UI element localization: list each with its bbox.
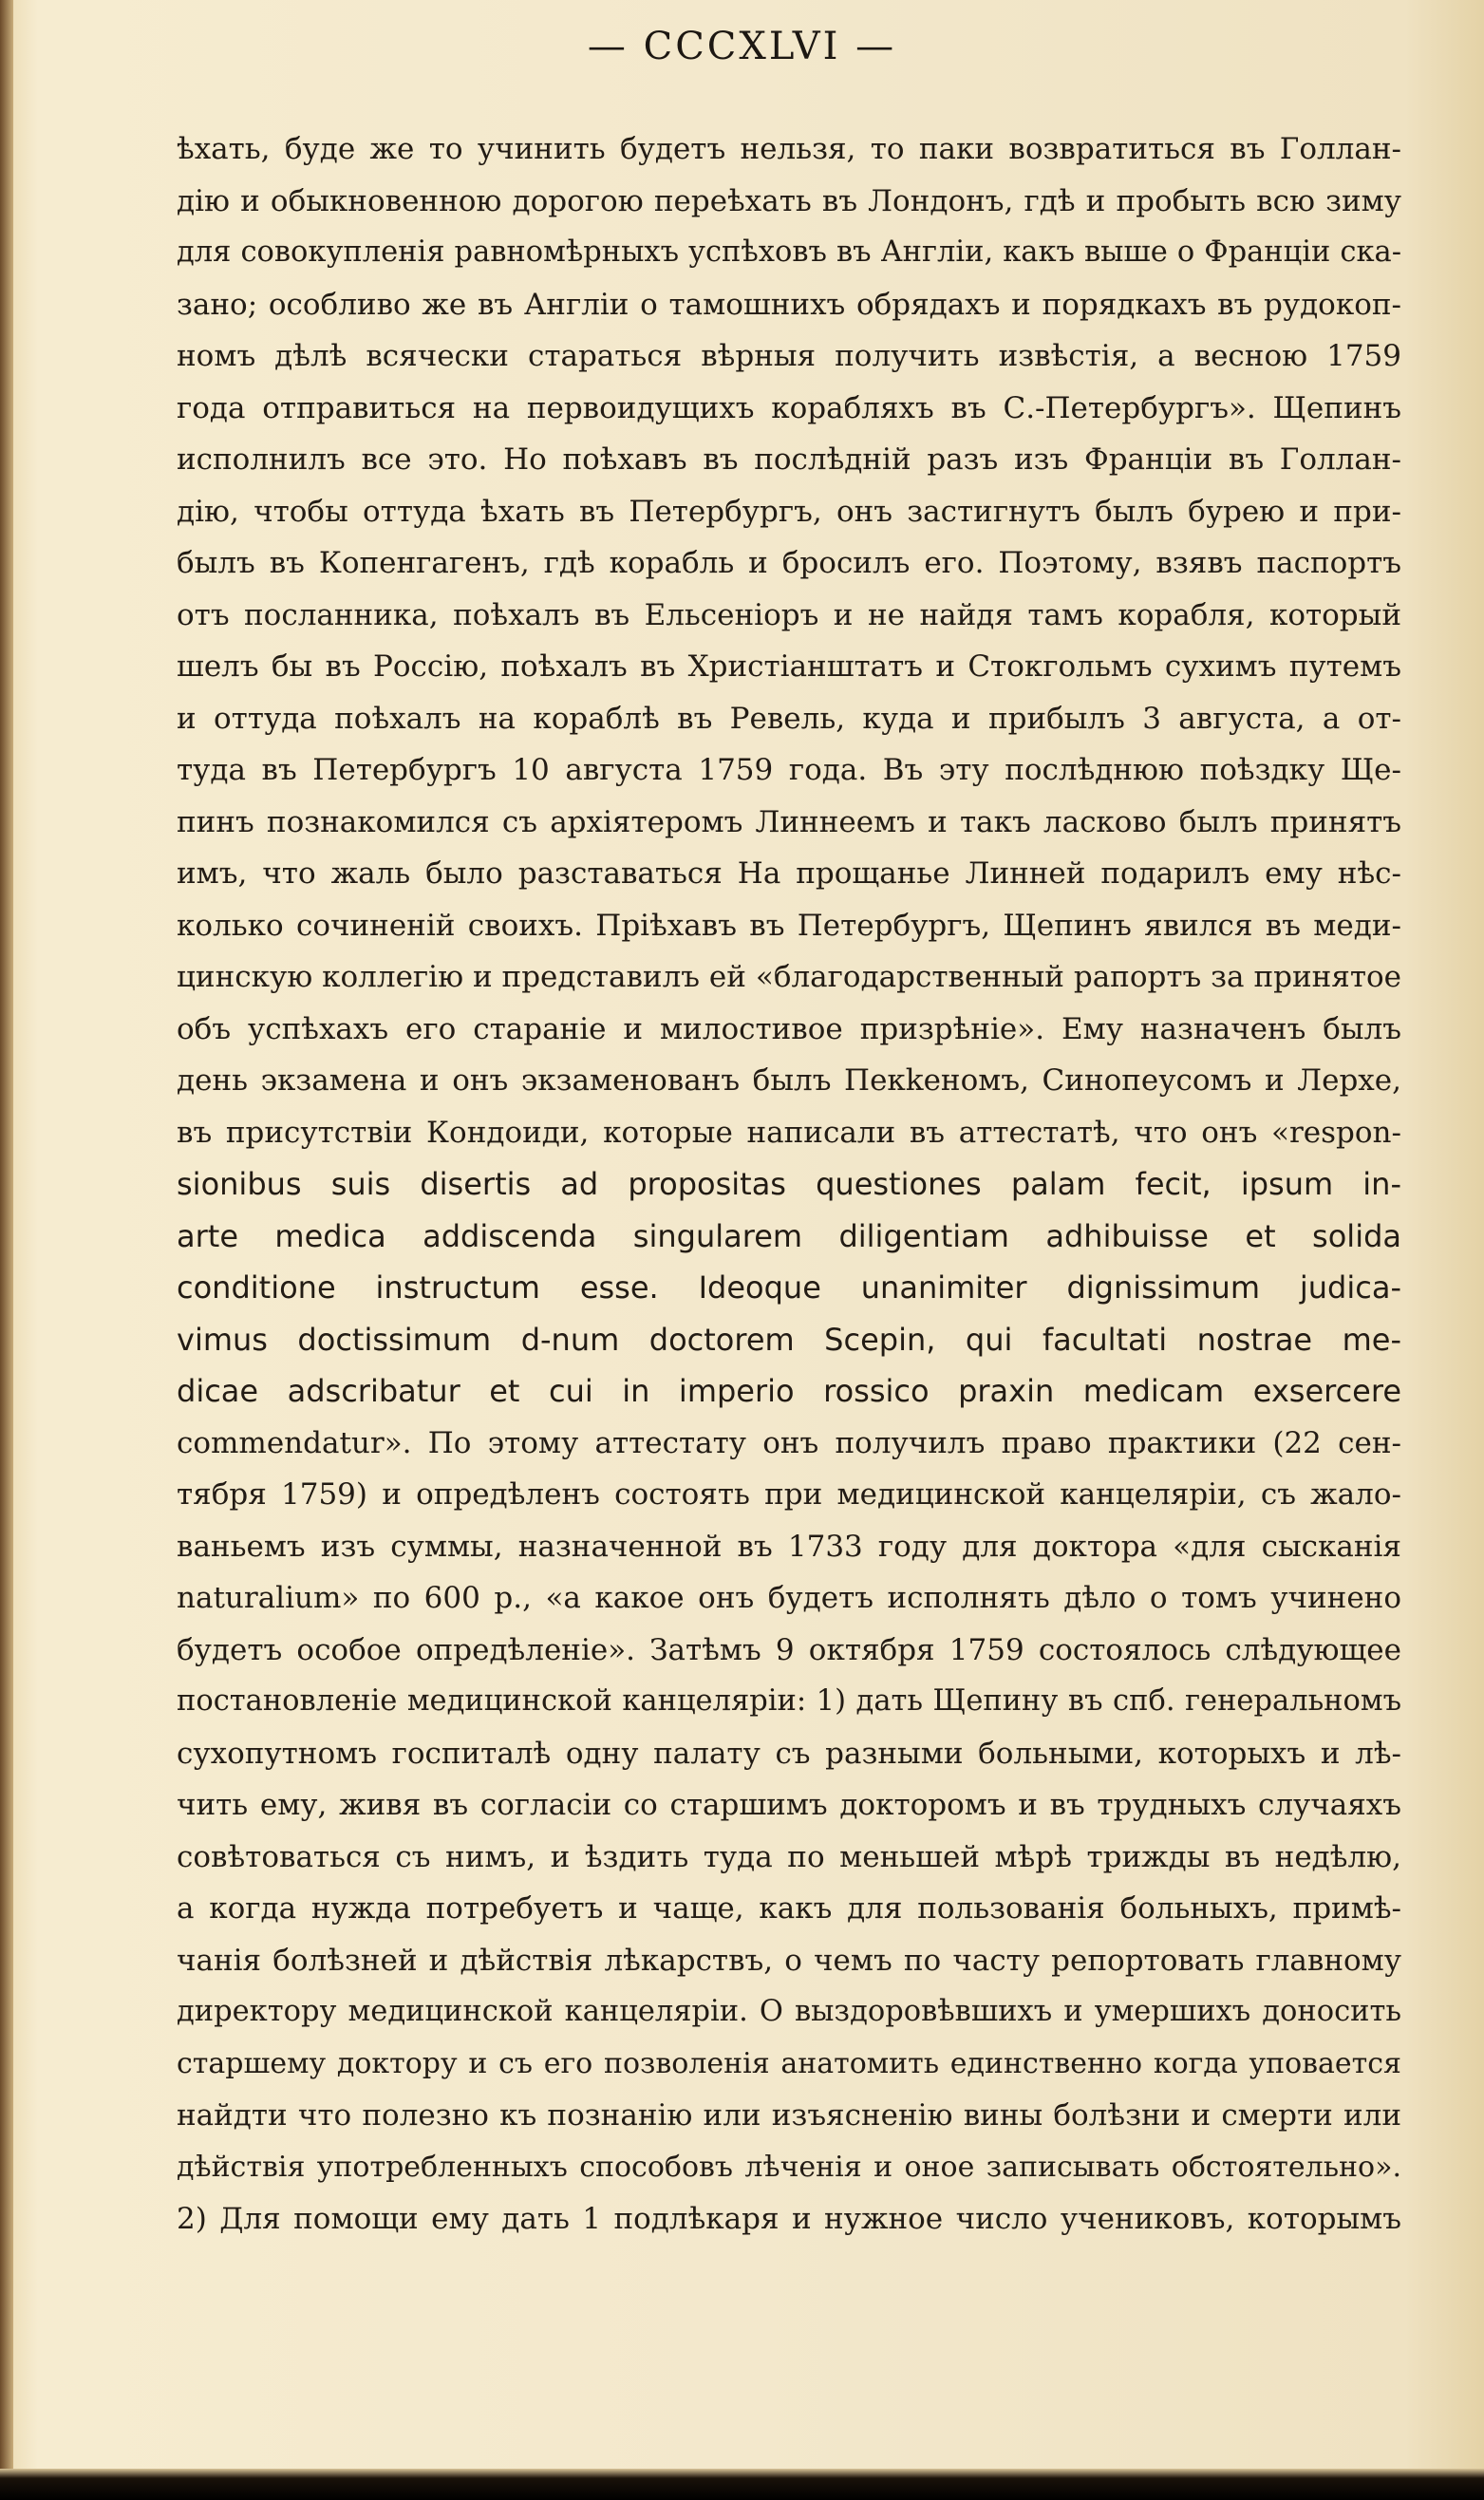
text-line: постановленіе медицинской канцеляріи: 1) дать Щепину въ спб. генеральномъ <box>177 1684 1401 1718</box>
text-line: для совокупленія равномѣрныхъ успѣховъ въ Англіи, какъ выше о Франціи ска- <box>177 235 1401 269</box>
text-line: года отправиться на первоидущихъ корабляхъ въ С.-Петербургъ». Щепинъ <box>177 390 1401 425</box>
text-line: исполнилъ все это. Но поѣхавъ въ послѣдній разъ изъ Франціи въ Голлан- <box>177 442 1401 477</box>
text-line: commendatur». По этому аттестату онъ получилъ право практики (22 сен- <box>177 1425 1401 1460</box>
text-line: чанія болѣзней и дѣйствія лѣкарствъ, о чемъ по часту репортовать главному <box>177 1943 1401 1978</box>
text-line: зано; особливо же въ Англіи о тамошнихъ обрядахъ и порядкахъ въ рудокоп- <box>177 287 1401 322</box>
text-line: дѣйствія употребленныхъ способовъ лѣченія и оное записывать обстоятельно». <box>177 2150 1401 2184</box>
text-line: шелъ бы въ Россію, поѣхалъ въ Христіанштатъ и Стокгольмъ сухимъ путемъ <box>177 649 1401 684</box>
page-bottom-edge <box>0 2469 1484 2500</box>
text-line: пинъ познакомился съ архіятеромъ Линнеемъ и такъ ласково былъ принятъ <box>177 804 1401 839</box>
body-text <box>177 123 1401 2246</box>
text-line: день экзамена и онъ экзаменованъ былъ Пекkеномъ, Синопеусомъ и Лерхе, <box>177 1063 1401 1098</box>
text-line: номъ дѣлѣ всячески стараться вѣрныя получить извѣстія, а весною 1759 <box>177 339 1401 373</box>
text-line: ѣхать, буде же то учинить будетъ нельзя, то паки возвратиться въ Голлан- <box>177 132 1401 166</box>
page-binding-edge <box>0 0 13 2500</box>
text-line: туда въ Петербургъ 10 августа 1759 года. Въ эту послѣднюю поѣздку Ще- <box>177 753 1401 787</box>
page-number-header: — CCCXLVI — <box>587 25 897 68</box>
text-line: имъ, что жаль было разставаться На прощанье Линней подарилъ ему нѣс- <box>177 856 1401 891</box>
text-line: чить ему, живя въ согласіи со старшимъ докторомъ и въ трудныхъ случаяхъ <box>177 1788 1401 1822</box>
text-line: старшему доктору и съ его позволенія анатомить единственно когда уповается <box>177 2046 1401 2080</box>
text-line: въ присутствіи Кондоиди, которые написали въ аттестатѣ, что онъ «respon- <box>177 1115 1401 1150</box>
text-line: vimus doctissimum d-num doctorem Scepin, qui facultati nostrae me- <box>177 1321 1401 1358</box>
text-line: дію, чтобы оттуда ѣхать въ Петербургъ, онъ застигнутъ былъ бурею и при- <box>177 494 1401 529</box>
text-line: будетъ особое опредѣленіе». Затѣмъ 9 октября 1759 состоялось слѣдующее <box>177 1632 1401 1667</box>
text-line: совѣтоваться съ нимъ, и ѣздить туда по меньшей мѣрѣ трижды въ недѣлю, <box>177 1839 1401 1874</box>
text-line: naturalium» по 600 р., «а какое онъ будетъ исполнять дѣло о томъ учинено <box>177 1581 1401 1615</box>
text-line: arte medica addiscenda singularem diligentiam adhibuisse et solida <box>177 1217 1401 1254</box>
text-line: найдти что полезно къ познанію или изъясненію вины болѣзни и смерти или <box>177 2098 1401 2133</box>
text-line: sionibus suis disertis ad propositas questiones palam fecit, ipsum in- <box>177 1166 1401 1202</box>
text-line: колько сочиненій своихъ. Пріѣхавъ въ Петербургъ, Щепинъ явился въ меди- <box>177 908 1401 943</box>
text-line: тября 1759) и опредѣленъ состоять при медицинской канцеляріи, съ жало- <box>177 1477 1401 1512</box>
text-line: директору медицинской канцеляріи. О выздоровѣвшихъ и умершихъ доносить <box>177 1995 1401 2028</box>
text-line: а когда нужда потребуетъ и чаще, какъ для пользованія больныхъ, примѣ- <box>177 1891 1401 1926</box>
text-line: conditione instructum esse. Ideoque unanimiter dignissimum judica- <box>177 1269 1401 1306</box>
text-line: цинскую коллегію и представилъ ей «благодарственный рапортъ за принятое <box>177 960 1401 994</box>
text-line: 2) Для помощи ему дать 1 подлѣкаря и нужное число учениковъ, которымъ <box>177 2202 1401 2236</box>
text-line: былъ въ Копенгагенъ, гдѣ корабль и бросилъ его. Поэтому, взявъ паспортъ <box>177 546 1401 580</box>
text-line: дію и обыкновенною дорогою переѣхать въ Лондонъ, гдѣ и пробыть всю зиму <box>177 183 1401 218</box>
text-line: отъ посланника, поѣхалъ въ Ельсеніоръ и не найдя тамъ корабля, который <box>177 597 1401 632</box>
text-line: и оттуда поѣхалъ на кораблѣ въ Ревель, куда и прибылъ 3 августа, а от- <box>177 701 1401 736</box>
text-line: dicae adscribatur et cui in imperio rossico praxin medicam exsercere <box>177 1373 1401 1409</box>
text-line: ваньемъ изъ суммы, назначенной въ 1733 году для доктора «для сысканія <box>177 1529 1401 1564</box>
text-line: объ успѣхахъ его стараніе и милостивое призрѣніе». Ему назначенъ былъ <box>177 1011 1401 1046</box>
text-line: сухопутномъ госпиталѣ одну палату съ разными больными, которыхъ и лѣ- <box>177 1736 1401 1771</box>
